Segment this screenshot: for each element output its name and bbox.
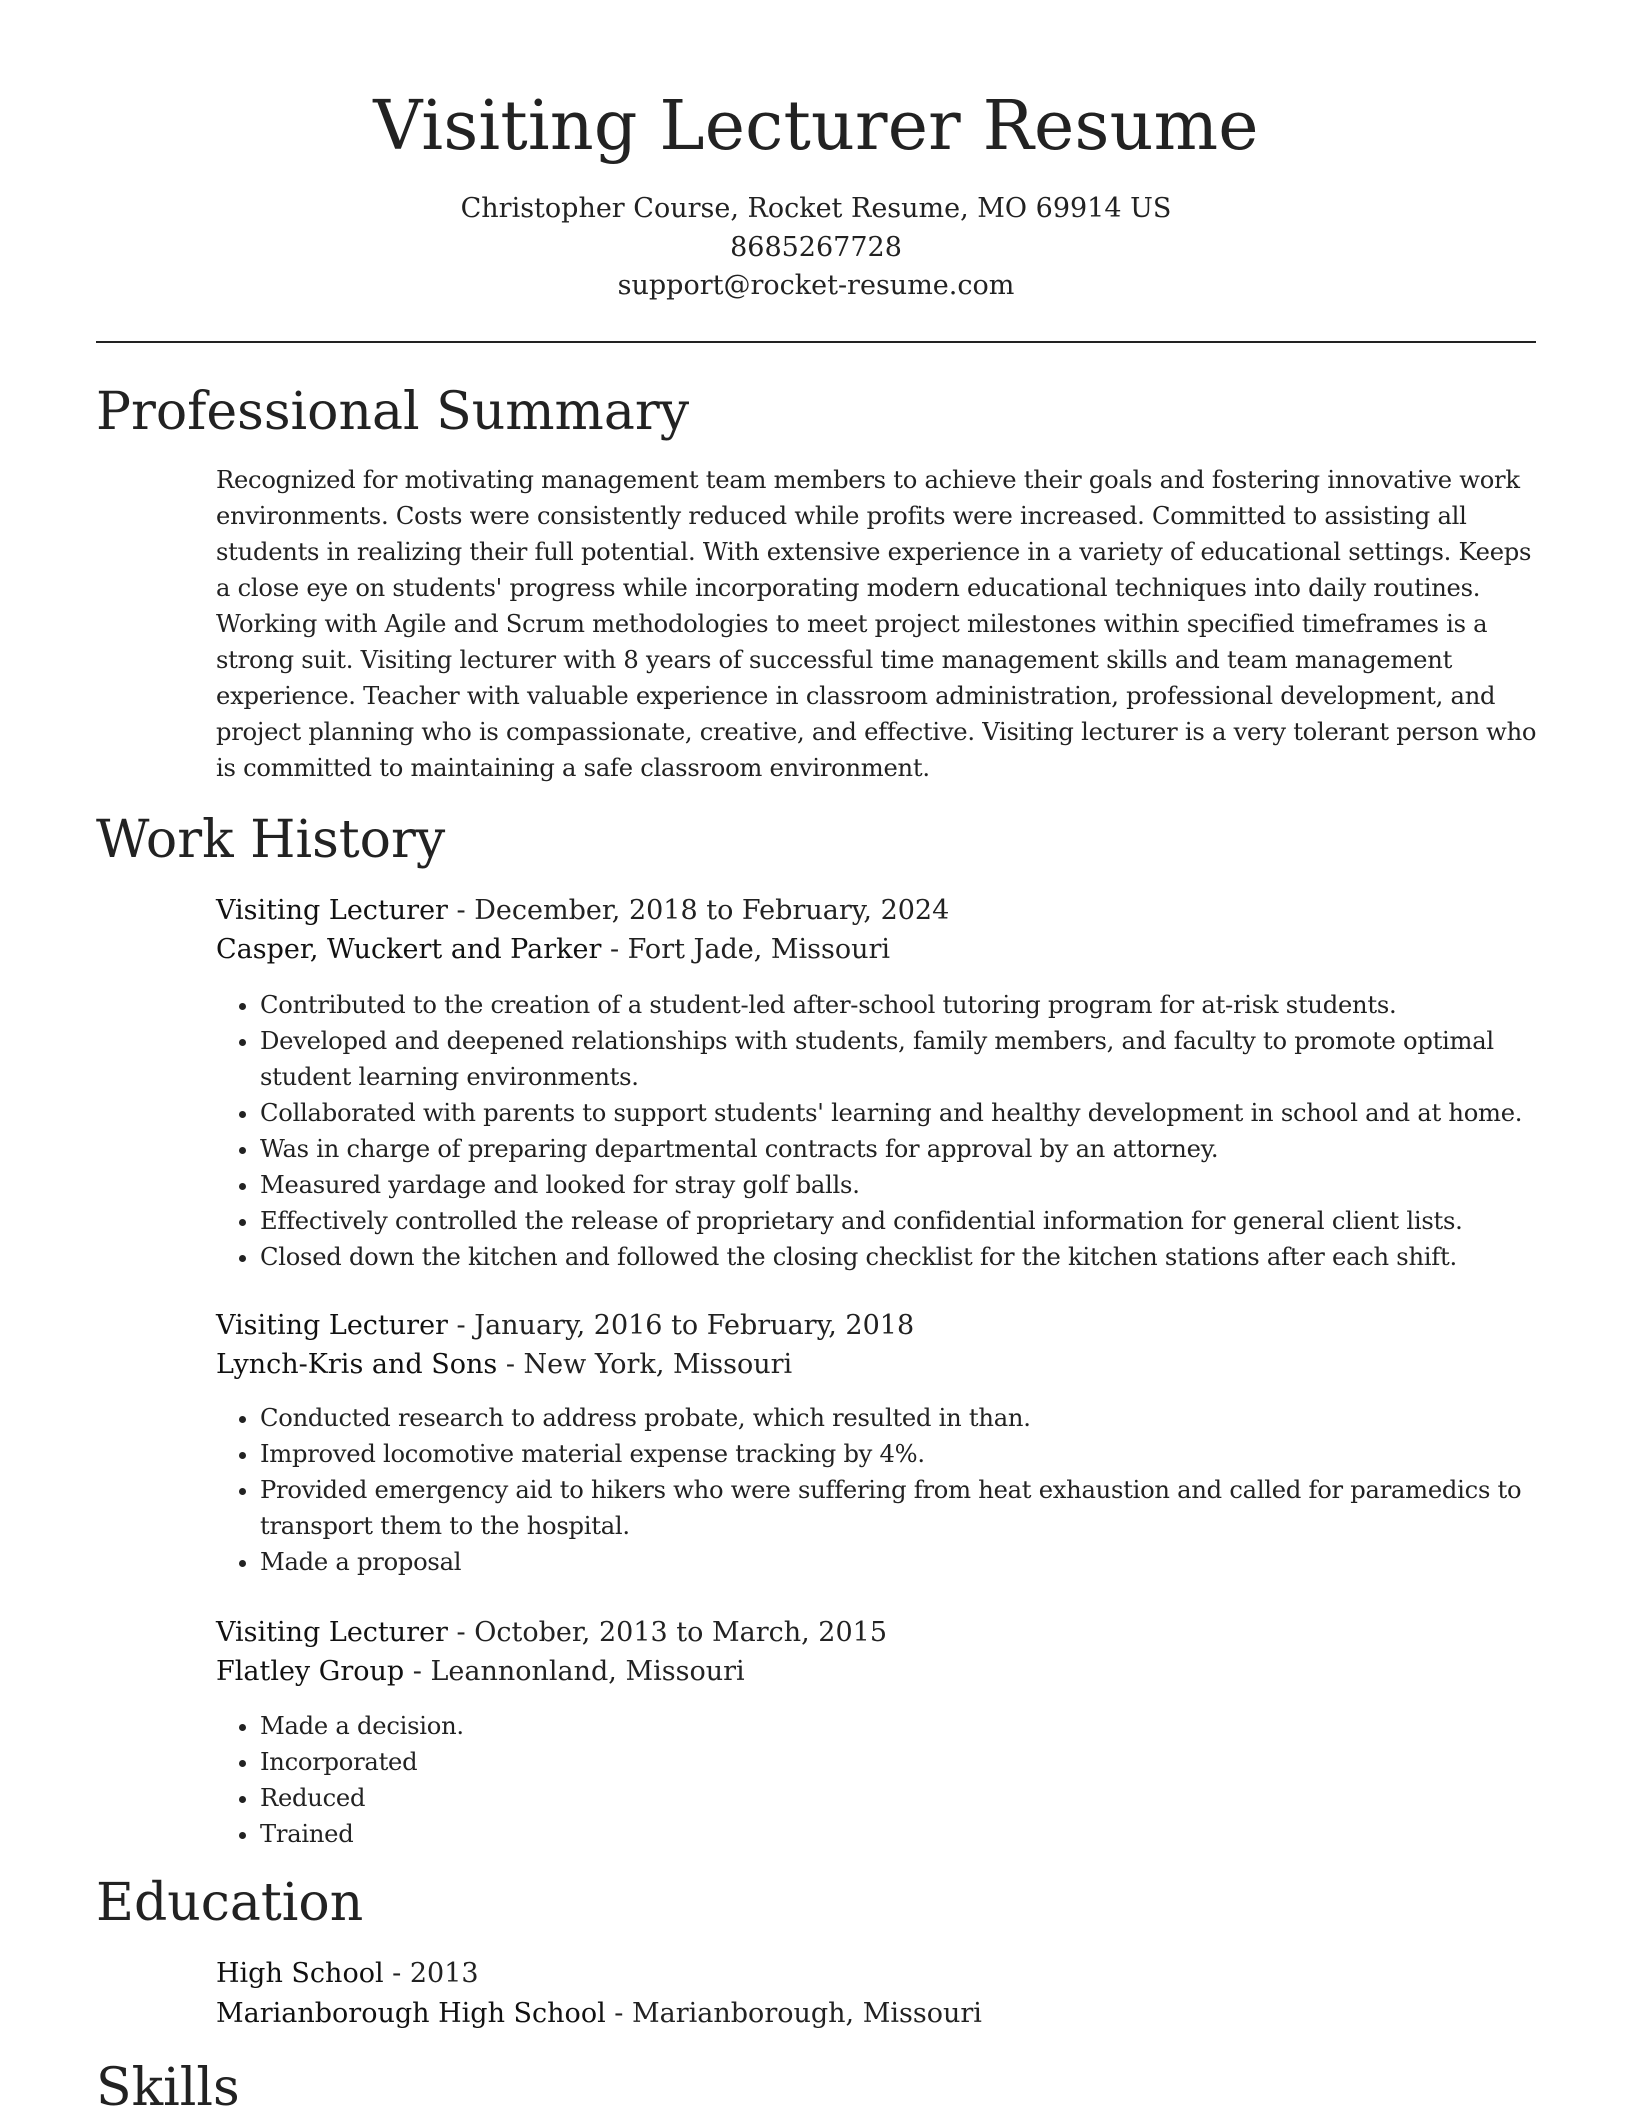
education-degree-line [216,1955,1516,1993]
job-3-title-line [216,1614,1516,1652]
job-1-dates: - December, 2018 to February, 2024 [447,895,950,926]
resume-title: Visiting Lecturer Resume [373,87,1259,166]
list-item: • Incorporated [260,1744,1546,1780]
job-1-title-line [216,892,1516,930]
list-item: • Collaborated with parents to support students' learning and healthy development in school and at home. [260,1095,1546,1131]
header-divider [96,341,1536,343]
list-item: • Trained [260,1816,1546,1852]
job-3-location: - Leannonland, Missouri [404,1656,745,1687]
job-1-company: Casper, Wuckert and Parker [216,934,602,965]
job-1-company-line [216,931,1516,969]
contact-address: Christopher Course, Rocket Resume, MO 69914 US [460,193,1172,224]
list-item: • Developed and deepened relationships with students, family members, and faculty to promote optimal student learning environments. [260,1023,1546,1095]
list-item: • Improved locomotive material expense tracking by 4%. [260,1436,1546,1472]
education-location: - Marianborough, Missouri [605,1998,982,2029]
education-degree: High School [216,1958,384,1989]
list-item: • Made a proposal [260,1544,1546,1580]
job-3-company-line [216,1653,1516,1691]
job-1-location: - Fort Jade, Missouri [601,934,891,965]
work-history-heading: Work History [96,810,446,870]
job-1-bullets [216,987,1546,1275]
job-2-title: Visiting Lecturer [216,1310,448,1341]
list-item: • Effectively controlled the release of proprietary and confidential information for general client lists. [260,1203,1546,1239]
job-2-title-line [216,1307,1516,1345]
list-item: • Reduced [260,1780,1546,1816]
job-2-dates: - January, 2016 to February, 2018 [447,1310,915,1341]
list-item: • Closed down the kitchen and followed the closing checklist for the kitchen stations after each shift. [260,1239,1546,1275]
list-item: • Conducted research to address probate, which resulted in than. [260,1400,1546,1436]
education-school: Marianborough High School [216,1998,606,2029]
job-2-company-line [216,1346,1516,1384]
job-1-title: Visiting Lecturer [216,895,448,926]
list-item: • Provided emergency aid to hikers who were suffering from heat exhaustion and called for paramedics to transport them to the hospital. [260,1472,1546,1544]
education-year: - 2013 [383,1958,479,1989]
list-item: • Was in charge of preparing departmental contracts for approval by an attorney. [260,1131,1546,1167]
job-3-dates: - October, 2013 to March, 2015 [447,1617,887,1648]
contact-email: support@rocket-resume.com [617,270,1015,301]
skills-heading: Skills [96,2058,240,2118]
contact-phone: 8685267728 [730,232,902,263]
list-item: • Contributed to the creation of a student-led after-school tutoring program for at-risk students. [260,987,1546,1023]
summary-text: Recognized for motivating management team members to achieve their goals and fostering innovative work environments. Costs were consistently reduced while profits were increased. Committed to assisting all students in realizing their full potential. With extensive experience in a variety of educational settings. Keeps a close eye on students' progress while incorporating modern educational techniques into daily routines. Working with Agile and Scrum methodologies to meet project milestones within specified timeframes is a strong suit. Visiting lecturer with 8 years of successful time management skills and team management experience. Teacher with valuable experience in classroom administration, professional development, and project planning who is compassionate, creative, and effective. Visiting lecturer is a very tolerant person who is committed to maintaining a safe classroom environment. [216,466,1537,782]
summary-heading: Professional Summary [96,382,690,442]
list-item: • Made a decision. [260,1708,1546,1744]
job-2-company: Lynch-Kris and Sons [216,1349,498,1380]
job-2-location: - New York, Missouri [497,1349,793,1380]
job-2-bullets [216,1400,1546,1580]
list-item: • Measured yardage and looked for stray golf balls. [260,1167,1546,1203]
education-school-line [216,1995,1516,2033]
job-3-company: Flatley Group [216,1656,405,1687]
job-3-bullets [216,1708,1546,1852]
education-heading: Education [96,1873,364,1933]
job-3-title: Visiting Lecturer [216,1617,448,1648]
